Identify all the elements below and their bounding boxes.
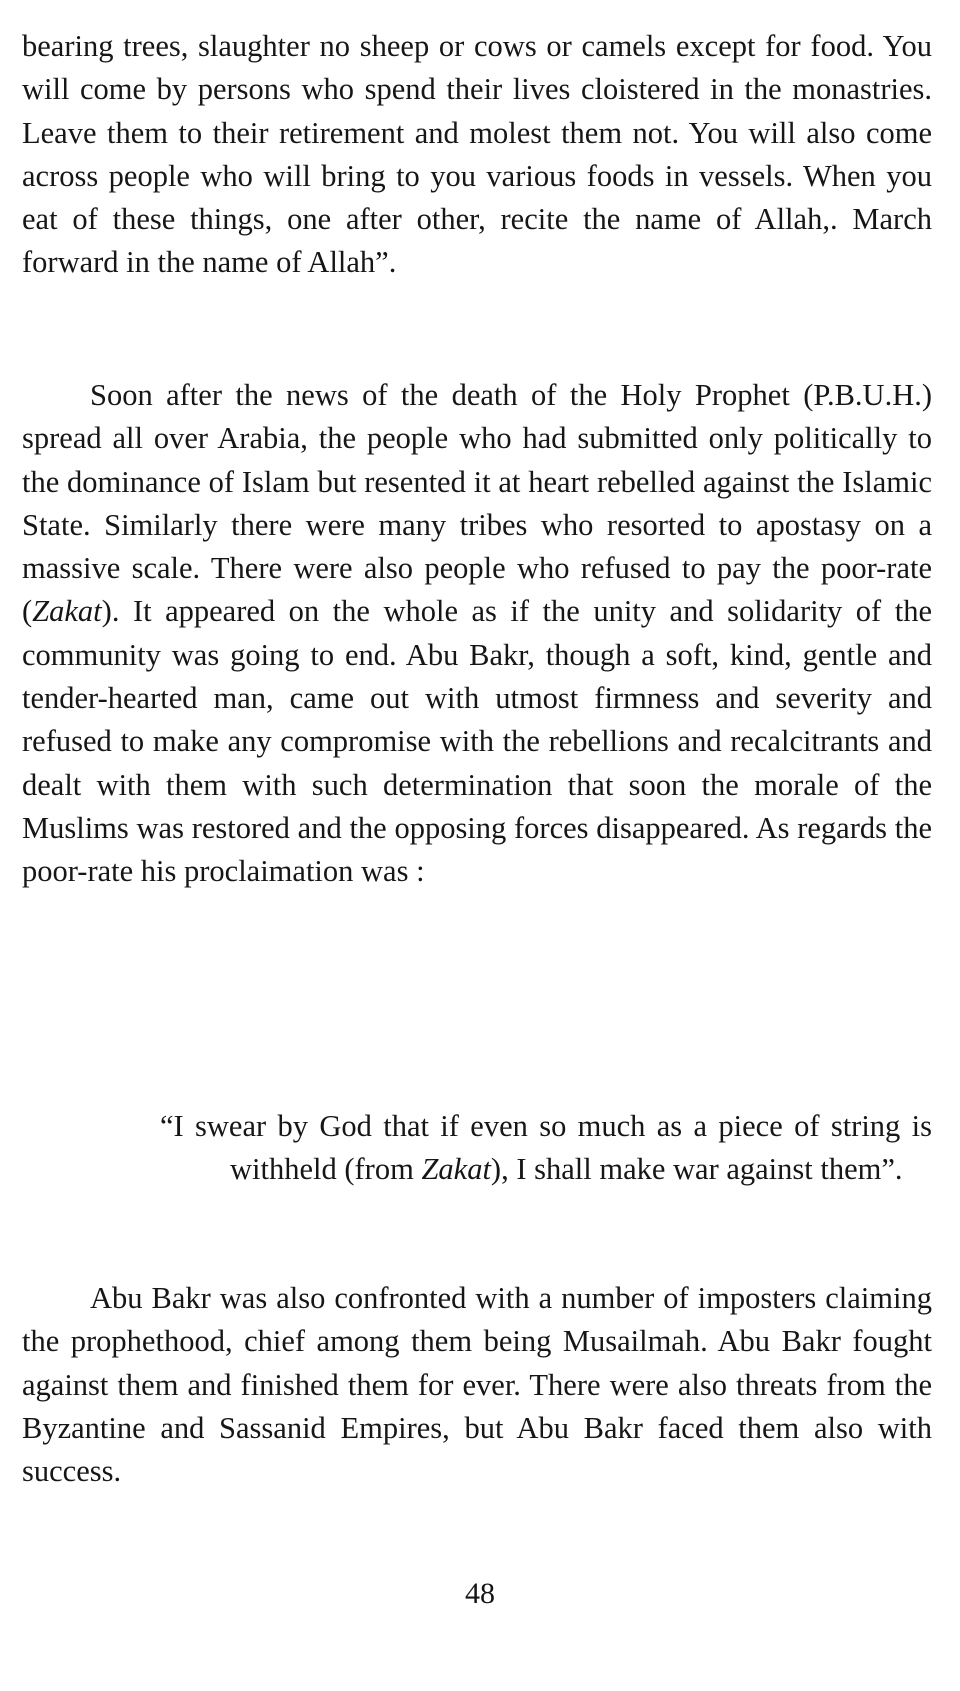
quote-zakat-term: Zakat [421, 1152, 491, 1187]
paragraph-imposters [22, 1277, 932, 1493]
zakat-term: Zakat [32, 594, 102, 629]
paragraph-instructions [22, 25, 932, 285]
quote-text-a: “I swear by God that if even so much as a piece of string is withheld (from [160, 1109, 932, 1187]
block-quote-proclamation [160, 1105, 932, 1192]
paragraph-2-text-a: Soon after the news of the death of the Holy Prophet (P.B.U.H.) spread all over Arabia, the people who had submitted only politically to the dominance of Islam but resented it at heart rebelled against the Islamic State. Similarly there were many tribes who resorted to apostasy on a massive scale. There were also people who refused to pay the poor-rate ( [22, 378, 932, 629]
paragraph-2-text-b: ). It appeared on the whole as if the unity and solidarity of the community was going to end. Abu Bakr, though a soft, kind, gentle and tender-hearted man, came out with utmost firmness and severity and refused to make any compromise with the rebellions and recalcitrants and dealt with them with such determination that soon the morale of the Muslims was restored and the opposing forces disappeared. As regards the poor-rate his proclaimation was : [22, 594, 932, 889]
page-number: 48 [465, 1577, 495, 1610]
paragraph-1-text: bearing trees, slaughter no sheep or cows or camels except for food. You will come by persons who spend their lives cloistered in the monastries. Leave them to their retirement and molest them not. You will also come across people who will bring to you various foods in vessels. When you eat of these things, one after other, recite the name of Allah,. March forward in the name of Allah”. [22, 29, 932, 280]
paragraph-rebellion [22, 374, 932, 894]
quote-text-b: ), I shall make war against them”. [490, 1152, 903, 1187]
paragraph-3-text: Abu Bakr was also confronted with a number of imposters claiming the prophethood, chief among them being Musailmah. Abu Bakr fought against them and finished them for ever. There were also threats from the Byzantine and Sassanid Empires, but Abu Bakr faced them also with success. [22, 1281, 932, 1489]
